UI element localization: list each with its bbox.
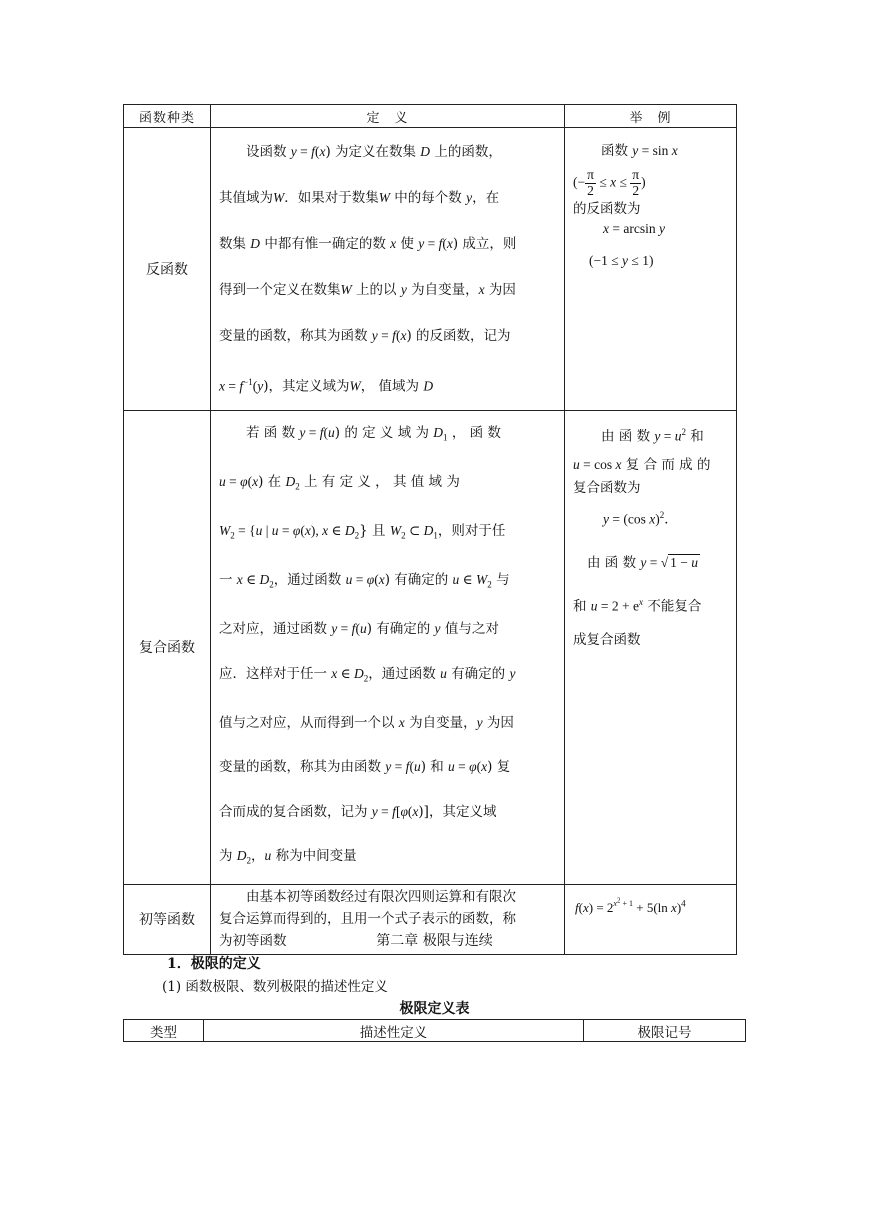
header-definition: 定 义 <box>211 105 565 128</box>
table-row <box>124 410 737 884</box>
definition-composite-function: 若 函 数 y = f(u) 的 定 义 域 为 $D_1$ ， 函 数 u = φ(x) 在 $D_2$ 上 有 定 义 ， 其 值 域 为 $W_2 = \{u$ | u = φ(x), x ∈ $D_2$} 且 $W_2$ ⊂ $D_1$，则对于任 一 x ∈ $D_2$，通过函数 u = φ(x) 有确定的 u ∈ $W_2$ 与 之对应，通过函数 y = f(u) 有确定的 y 值与之对 应．这样对于任一 x ∈ $D_2$，通过函数 u 有确定的 y 值与之对应，从而得到一个以 x 为自变量，y 为因 变量的函数，称其为由函数 y = f(u) 和 u = φ(x) 复 合而成的复合函数，记为 y = f[φ(x)]，其定义域 为 $D_2$，u 称为中间变量 <box>211 410 565 884</box>
definition-elementary-function: 由基本初等函数经过有限次四则运算和有限次 复合运算而得到的，且用一个式子表示的函数，称 为初等函数 <box>211 884 565 954</box>
table-title: 极限定义表 <box>399 1001 470 1017</box>
function-types-table <box>123 104 737 955</box>
example-composite-function: 由 函 数 $y = u^2$ 和 u = cos x 复 合 而 成 的 复合函数为 y = (cos x)$^2$． 由 函 数 y = √ 1 − u 和 $u = 2 + e^x$ 不能复合 成复合函数 <box>565 410 737 884</box>
table-header-row <box>124 1020 746 1042</box>
header-example: 举 例 <box>565 105 737 128</box>
category-inverse-function: 反函数 <box>124 128 211 411</box>
subsection-heading: (1) 函数极限、数列极限的描述性定义 <box>162 979 388 995</box>
header-descriptive-definition: 描述性定义 <box>204 1020 584 1042</box>
table-header-row <box>124 105 737 128</box>
example-elementary-function: $f(x) = 2^{x^2 + 1} + 5(\ln$ x)$^4$ <box>565 884 737 954</box>
table-row <box>124 128 737 411</box>
category-elementary-function: 初等函数 <box>124 884 211 954</box>
header-limit-notation: 极限记号 <box>584 1020 746 1042</box>
section-heading: 1．极限的定义 <box>167 956 261 972</box>
header-type: 类型 <box>124 1020 204 1042</box>
category-composite-function: 复合函数 <box>124 410 211 884</box>
definition-inverse-function: 设函数 y = f(x) 为定义在数集 D 上的函数， 其值域为W．如果对于数集W 中的每个数 y，在 数集 D 中都有惟一确定的数 x 使 y = f(x) 成立，则 得到一个定义在数集W 上的以 y 为自变量，x 为因 变量的函数，称其为函数 y = f(x) 的反函数，记为 $x = f^{-1}(y)$，其定义域为W， 值域为 D <box>211 128 565 411</box>
chapter-title: 第二章 极限与连续 <box>376 933 493 949</box>
header-function-type: 函数种类 <box>124 105 211 128</box>
example-inverse-function: 函数 y = sin x (− $\frac{\pi}{2}$ ≤ x ≤ $\frac{\pi}{2}$ ) 的反函数为 x = arcsin y (−1 ≤ y ≤ 1) <box>565 128 737 411</box>
limit-definition-table <box>123 1019 746 1042</box>
